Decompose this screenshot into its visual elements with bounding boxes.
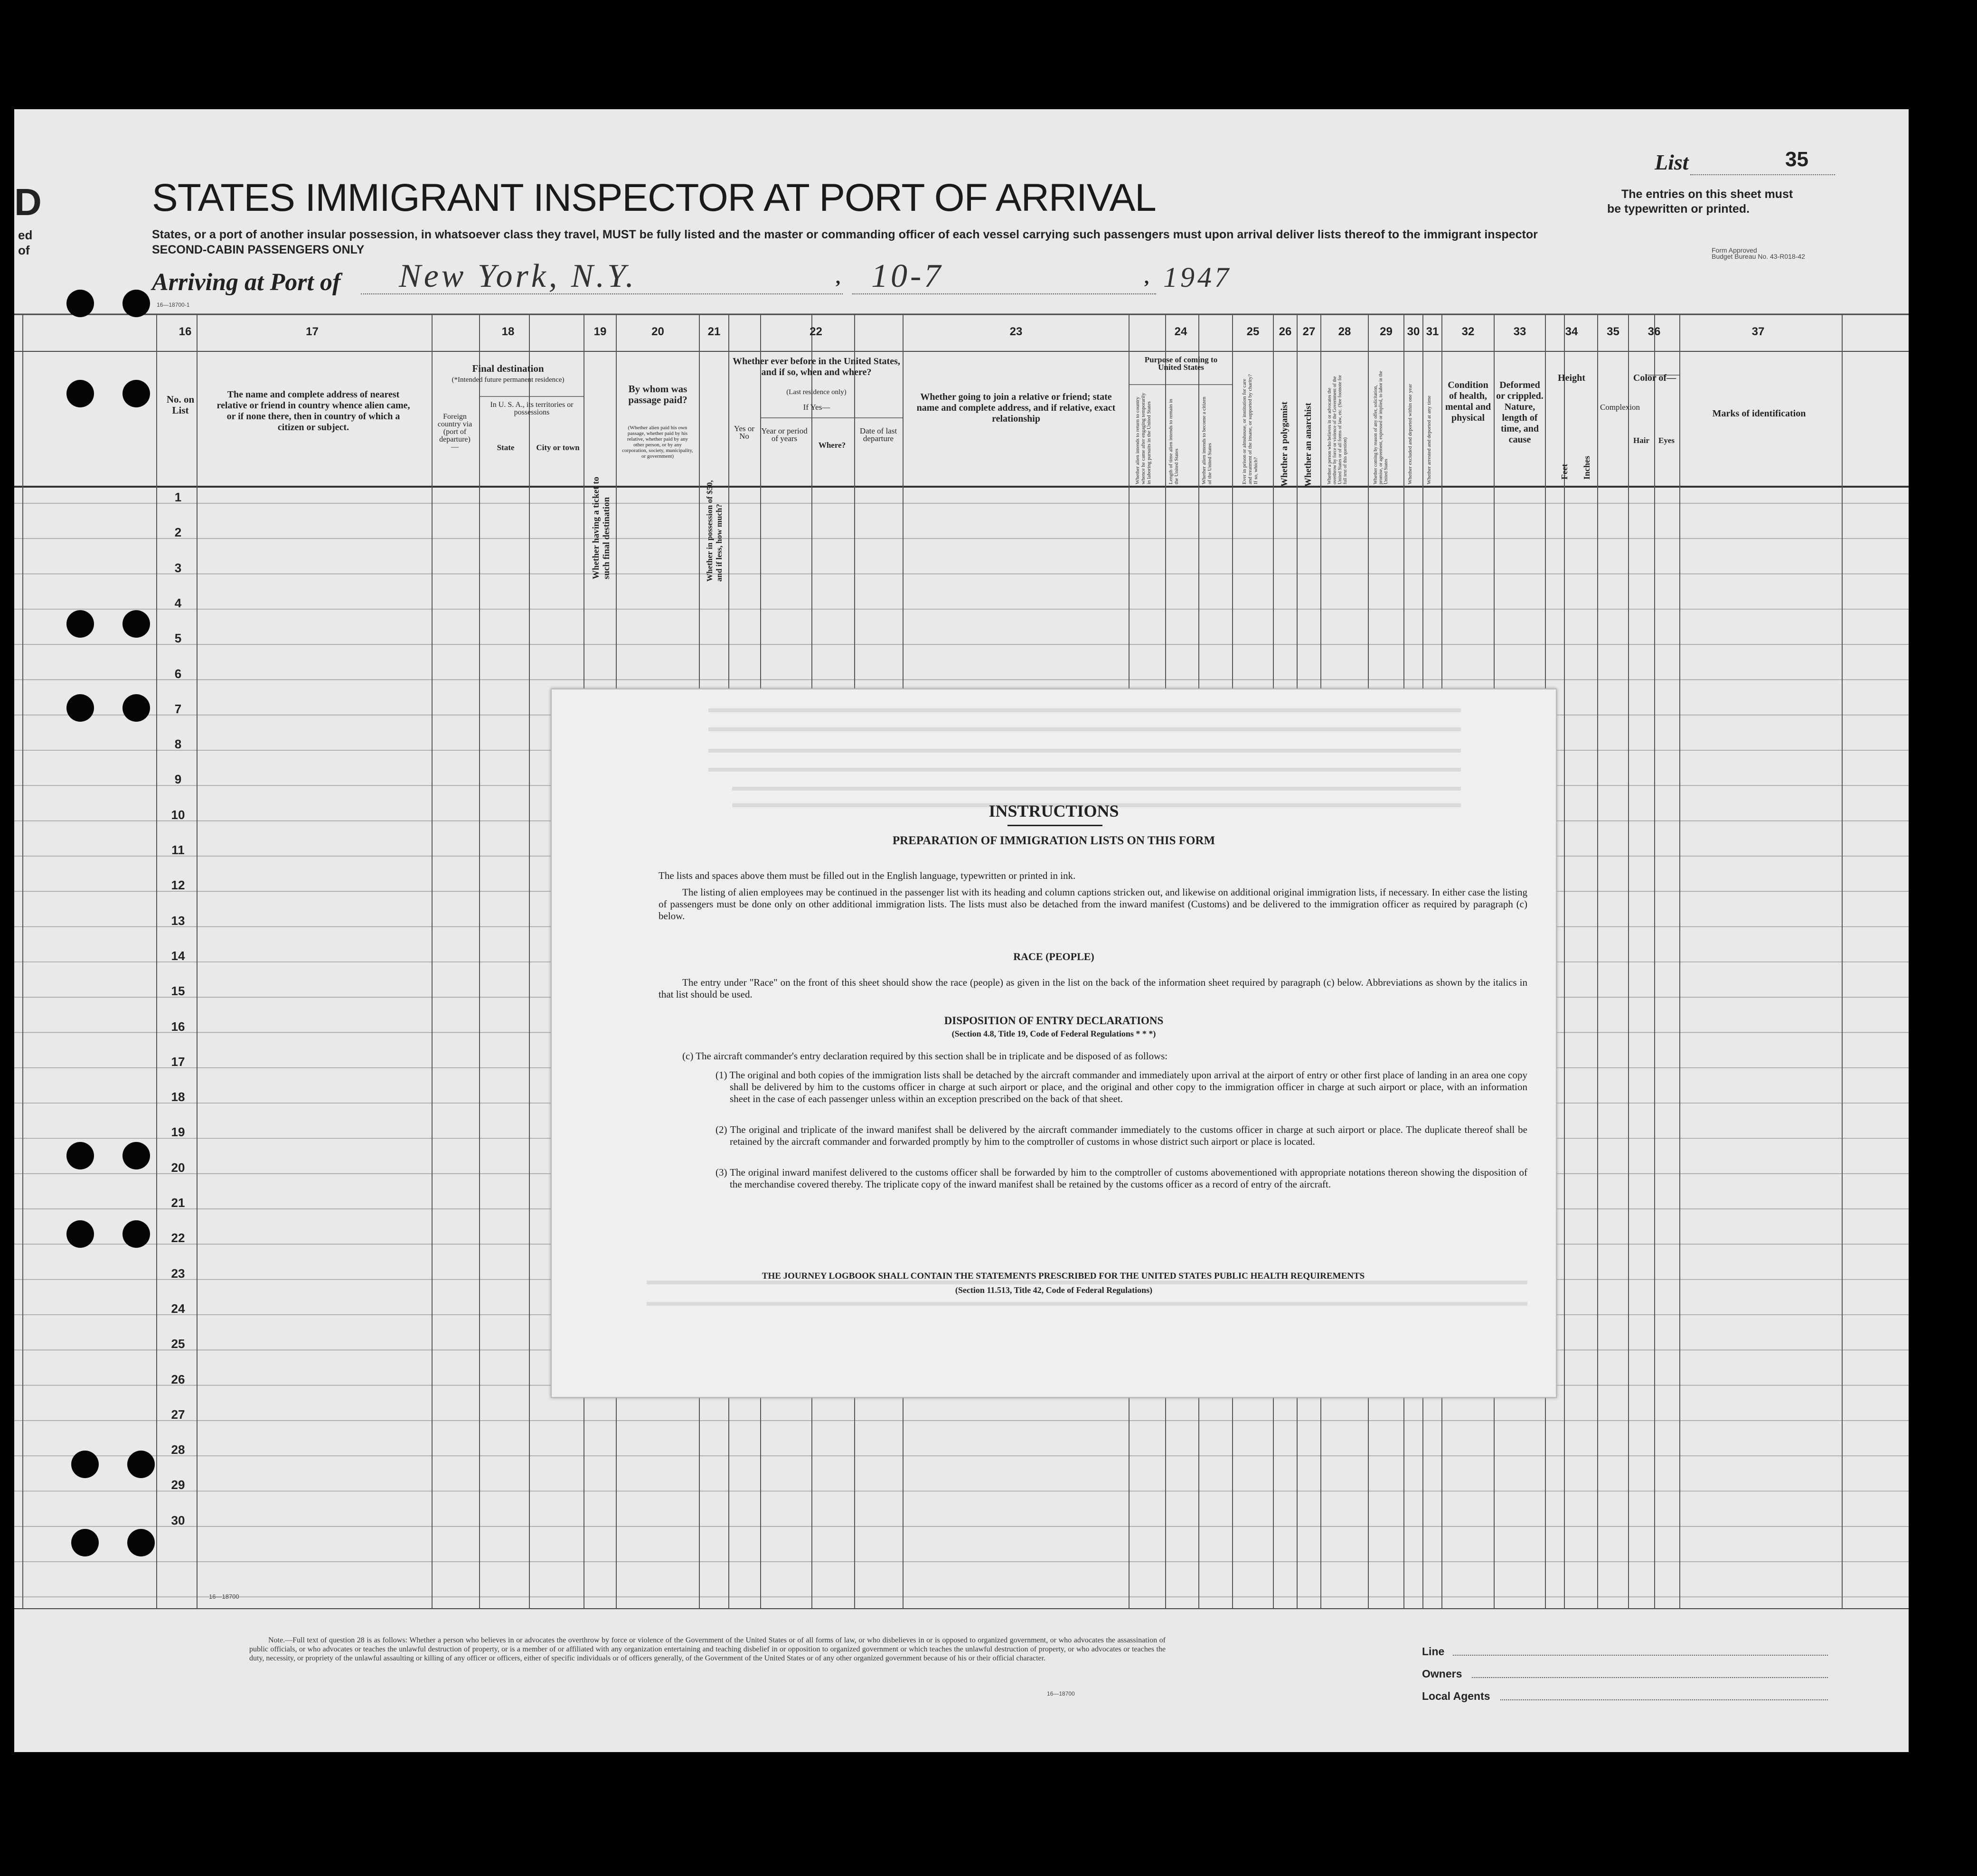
form-approved-1: Form Approved	[1712, 246, 1757, 254]
punch-hole	[122, 610, 150, 638]
caption-no-on-list: No. on List	[166, 394, 195, 416]
caption-in-usa: In U. S. A., its territories or possessions	[490, 401, 574, 416]
caption-marks: Marks of identification	[1712, 408, 1806, 419]
row-number: 6	[174, 666, 182, 681]
row-number: 8	[174, 737, 182, 752]
instruction-line-2: SECOND-CABIN PASSENGERS ONLY	[152, 243, 365, 256]
caption-if-yes: If Yes—	[803, 403, 830, 412]
caption-ever-before-note: (Last residence only)	[786, 388, 847, 396]
row-number: 18	[171, 1090, 185, 1104]
title-rule	[1007, 825, 1102, 826]
instruction-line-1: States, or a port of another insular possession, in whatsoever class they travel, MUST be fully listed and the master or commanding officer of each vessel carrying such passengers must upon arrival deliver lists thereof to the immigrant inspector	[152, 228, 1538, 241]
caption-final-destination-note: (*Intended future permanent residence)	[452, 376, 565, 384]
col-num-28: 28	[1338, 325, 1351, 338]
line-label: Line	[1422, 1645, 1445, 1658]
col-num-27: 27	[1302, 325, 1316, 338]
row-number: 23	[171, 1266, 185, 1281]
row-number: 30	[171, 1513, 185, 1527]
caption-fifty-dollars: Whether in possession of $50, and if less, how much?	[705, 480, 724, 582]
caption-passage-paid: By whom was passage paid?	[628, 383, 687, 405]
journey-substatement: (Section 11.513, Title 42, Code of Federal Regulations)	[955, 1285, 1153, 1295]
row-number: 12	[171, 878, 185, 893]
caption-ever-before: Whether ever before in the United States, and if so, when and where?	[733, 356, 900, 377]
caption-prison: Ever in prison or almshouse, or institution for care and treatment of the insane, or supported by charity? If so, which?	[1242, 374, 1259, 484]
instructions-item-2: (2) The original and triplicate of the inward manifest shall be delivered by the aircraft commander immediately to the customs officer in charge at such airport or place. The duplicate thereof shall be retained by the aircraft commander and forwarded promptly by him to the comptroller of customs in whose district such airport or place is located.	[715, 1124, 1527, 1147]
year-value: 1947	[1163, 262, 1232, 293]
edge-fragment-letter: D	[14, 181, 42, 223]
punch-hole	[127, 1451, 155, 1478]
col-num-29: 29	[1380, 325, 1393, 338]
col-num-19: 19	[593, 325, 607, 338]
col-num-26: 26	[1279, 325, 1292, 338]
col-num-24: 24	[1174, 325, 1187, 338]
row-number: 27	[171, 1407, 185, 1422]
caption-final-destination: Final destination	[472, 363, 544, 374]
port-value: New York, N.Y.	[399, 258, 637, 294]
caption-inches: Inches	[1582, 455, 1591, 480]
row-number: 26	[171, 1372, 185, 1386]
caption-feet: Feet	[1560, 464, 1569, 480]
comma-1: ,	[836, 266, 840, 288]
local-agents-label: Local Agents	[1422, 1690, 1490, 1702]
row-number: 1	[174, 490, 182, 504]
row-number: 22	[171, 1231, 185, 1245]
row-number: 14	[171, 948, 185, 963]
instructions-item-1: (1) The original and both copies of the immigration lists shall be detached by the aircraft commander and immediately upon arrival at the airport of entry or other first place of landing in an area one copy shall be delivered by him to the customs officer in charge at such airport or place, and the original and other copy to the immigration officer in charge at such airport or place, with an information sheet in the case of each passenger unless within an exception prescribed on the back of that sheet.	[715, 1069, 1527, 1104]
col-num-20: 20	[651, 325, 664, 338]
caption-color-of: Color of—	[1633, 373, 1676, 383]
form-approved-2: Budget Bureau No. 43-R018-42	[1712, 253, 1805, 260]
arriving-label: Arriving at Port of	[152, 269, 341, 296]
comma-2: ,	[1144, 266, 1149, 288]
journey-statement: THE JOURNEY LOGBOOK SHALL CONTAIN THE STATEMENTS PRESCRIBED FOR THE UNITED STATES PUBLIC HEALTH REQUIREMENTS	[762, 1271, 1365, 1281]
manifest-sheet	[14, 109, 1909, 1752]
row-number: 2	[174, 525, 182, 540]
caption-purpose: Purpose of coming to United States	[1144, 355, 1218, 372]
row-number: 10	[171, 807, 185, 822]
caption-ticket: Whether having a ticket to such final destination	[591, 476, 612, 579]
row-number: 29	[171, 1478, 185, 1492]
punch-hole	[71, 1451, 99, 1478]
row-number: 28	[171, 1442, 185, 1457]
row-number: 11	[171, 843, 185, 857]
caption-passage-paid-note: (Whether alien paid his own passage, whether paid by his relative, whether paid by any other person, or by any corporation, society, municipality, or government)	[622, 425, 693, 459]
entries-note-2: be typewritten or printed.	[1607, 202, 1750, 216]
col-num-17: 17	[306, 325, 319, 338]
punch-hole	[66, 380, 94, 407]
edge-fragment-2: of	[18, 243, 30, 257]
col-num-36: 36	[1648, 325, 1661, 338]
footnote-question-28: Note.—Full text of question 28 is as follows: Whether a person who believes in or advocates the overthrow by force or violence of the Government of the United States or of all forms of law, or who disbelieves in or is opposed to organized government, or who advocates the assassination of public officials, or who advocates or teaches the unlawful destruction of property, or is a member of or affiliated with any organization entertaining and teaching disbelief in or opposition to organized government or which teaches the unlawful destruction of property, or who advocates or teaches the duty, necessity, or propriety of the unlawful assaulting or killing of any officer or officers, either of specific individuals or of officers generally, of the Government of the United States or of any other organized government because of his or their official character.	[249, 1636, 1166, 1662]
punch-hole	[71, 1529, 99, 1556]
punch-hole	[122, 290, 150, 317]
punch-hole	[122, 380, 150, 407]
col-num-35: 35	[1607, 325, 1619, 338]
caption-eyes: Eyes	[1658, 436, 1675, 445]
caption-date-departure: Date of last departure	[859, 426, 897, 443]
caption-complexion: Complexion	[1600, 403, 1640, 412]
caption-city: City or town	[536, 443, 580, 452]
row-number: 16	[171, 1019, 185, 1034]
caption-state: State	[497, 443, 515, 452]
race-heading: RACE (PEOPLE)	[1013, 951, 1094, 962]
caption-hair: Hair	[1633, 436, 1649, 445]
row-number: 17	[171, 1054, 185, 1069]
row-number: 9	[174, 772, 182, 787]
disposition-heading: DISPOSITION OF ENTRY DECLARATIONS	[944, 1015, 1164, 1027]
footer-form-code: 16—18700	[1047, 1690, 1075, 1697]
caption-nearest-relative: The name and complete address of nearest relative or friend in country whence alien came, or if none there, then in country of which a citizen or subject.	[217, 389, 410, 433]
instructions-subtitle: PREPARATION OF IMMIGRATION LISTS ON THIS FORM	[892, 834, 1215, 847]
caption-yes-or-no: Yes or No	[734, 424, 755, 441]
instructions-title: INSTRUCTIONS	[988, 801, 1119, 820]
punch-hole	[122, 1142, 150, 1169]
row-number: 24	[171, 1301, 185, 1316]
caption-excluded: Whether excluded and deported within one year	[1407, 384, 1413, 484]
punch-hole	[66, 1142, 94, 1169]
caption-purpose-a: Whether alien intends to return to country whence he came after engaging temporarily in laboring pursuits in the United States	[1135, 393, 1152, 484]
list-label: List	[1655, 150, 1689, 174]
col-num-34: 34	[1565, 325, 1578, 338]
col-num-21: 21	[707, 325, 721, 338]
row-number: 20	[171, 1160, 185, 1175]
caption-foreign-country: Foreign country via (port of departure)—	[437, 413, 472, 451]
caption-polygamist: Whether a polygamist	[1280, 401, 1290, 487]
row-number: 15	[171, 984, 185, 999]
row-number: 13	[171, 913, 185, 928]
date-value: 10-7	[871, 258, 944, 294]
owners-label: Owners	[1422, 1668, 1462, 1680]
caption-overthrow: Whether a person who believes in or advocates the overthrow by force or violence of the Government of the United States or of all forms of law, etc. (See footnote for full text of this question)	[1327, 375, 1348, 484]
col-num-33: 33	[1513, 325, 1526, 338]
row-number: 25	[171, 1337, 185, 1351]
instructions-p2: The listing of alien employees may be continued in the passenger list with its heading and column captions stricken out, and likewise on additional original immigration lists, if necessary. In either case the listing of passengers must be done only on other additional immigration lists. The lists must also be detached from the inward manifest (Customs) and be delivered to the immigration officer as required by paragraph (c) below.	[659, 886, 1527, 922]
punch-hole	[66, 610, 94, 638]
col-num-16: 16	[179, 325, 192, 338]
line-field[interactable]	[1453, 1655, 1828, 1656]
instructions-pc: (c) The aircraft commander's entry declaration required by this section shall be in triplicate and be disposed of as follows:	[682, 1050, 1168, 1062]
caption-join-relative: Whether going to join a relative or friend; state name and complete address, and if relative, exact relationship	[916, 392, 1116, 424]
edge-fragment-1: ed	[18, 228, 33, 242]
col-num-32: 32	[1461, 325, 1475, 338]
caption-year: Year or period of years	[761, 426, 808, 443]
row-number: 3	[174, 560, 182, 575]
form-code: 16—18700-1	[157, 302, 190, 308]
instructions-item-3: (3) The original inward manifest delivered to the customs officer shall be forwarded by him to the comptroller of customs abovementioned with appropriate notations thereon showing the disposition of the merchandise covered thereby. The triplicate copy of the inward manifest shall be retained by the customs officer as a record of entry of the aircraft.	[715, 1167, 1527, 1190]
owners-field[interactable]	[1472, 1677, 1828, 1678]
col-num-22: 22	[810, 325, 822, 338]
col-num-18: 18	[501, 325, 515, 338]
caption-purpose-b: Length of time alien intends to remain in the United States	[1168, 399, 1179, 484]
form-title: STATES IMMIGRANT INSPECTOR AT PORT OF ARRIVAL	[152, 176, 1156, 219]
row-number: 4	[174, 595, 182, 610]
col-num-31: 31	[1426, 325, 1439, 338]
caption-anarchist: Whether an anarchist	[1303, 403, 1313, 487]
row-number: 19	[171, 1125, 185, 1140]
punch-hole	[66, 1220, 94, 1248]
col-num-23: 23	[1009, 325, 1023, 338]
entries-note-1: The entries on this sheet must	[1621, 188, 1793, 201]
list-number: 35	[1785, 148, 1808, 171]
row-number: 5	[174, 631, 182, 646]
caption-arrested: Whether arrested and deported at any time	[1426, 396, 1432, 484]
punch-hole	[127, 1529, 155, 1556]
disposition-subheading: (Section 4.8, Title 19, Code of Federal Regulations * * *)	[951, 1029, 1156, 1038]
instructions-p1: The lists and spaces above them must be filled out in the English language, typewritten or printed in ink.	[659, 870, 1076, 881]
bottom-form-code: 16—18700	[209, 1593, 239, 1600]
row-number: 21	[171, 1196, 185, 1210]
local-agents-field[interactable]	[1500, 1699, 1828, 1700]
instructions-p3: The entry under "Race" on the front of this sheet should show the race (people) as given in the list on the back of the information sheet required by paragraph (c) below. Abbreviations as shown by the italics in that list should be used.	[659, 977, 1527, 1000]
col-num-30: 30	[1407, 325, 1420, 338]
caption-health: Condition of health, mental and physical	[1445, 380, 1491, 423]
caption-height: Height	[1558, 373, 1585, 383]
punch-hole	[122, 694, 150, 722]
col-num-25: 25	[1246, 325, 1260, 338]
caption-deformed: Deformed or crippled. Nature, length of time, and cause	[1496, 380, 1544, 445]
caption-purpose-c: Whether alien intends to become a citizen of the United States	[1201, 396, 1213, 484]
punch-hole	[66, 694, 94, 722]
caption-labor-offer: Whether coming by reason of any offer, solicitation, promise, or agreement, expressed or implied, to labor in the United States	[1373, 371, 1389, 484]
punch-hole	[122, 1220, 150, 1248]
punch-hole	[66, 290, 94, 317]
col-num-37: 37	[1751, 325, 1765, 338]
caption-where: Where?	[818, 441, 846, 450]
row-number: 7	[174, 701, 182, 716]
instructions-insert	[551, 688, 1557, 1398]
